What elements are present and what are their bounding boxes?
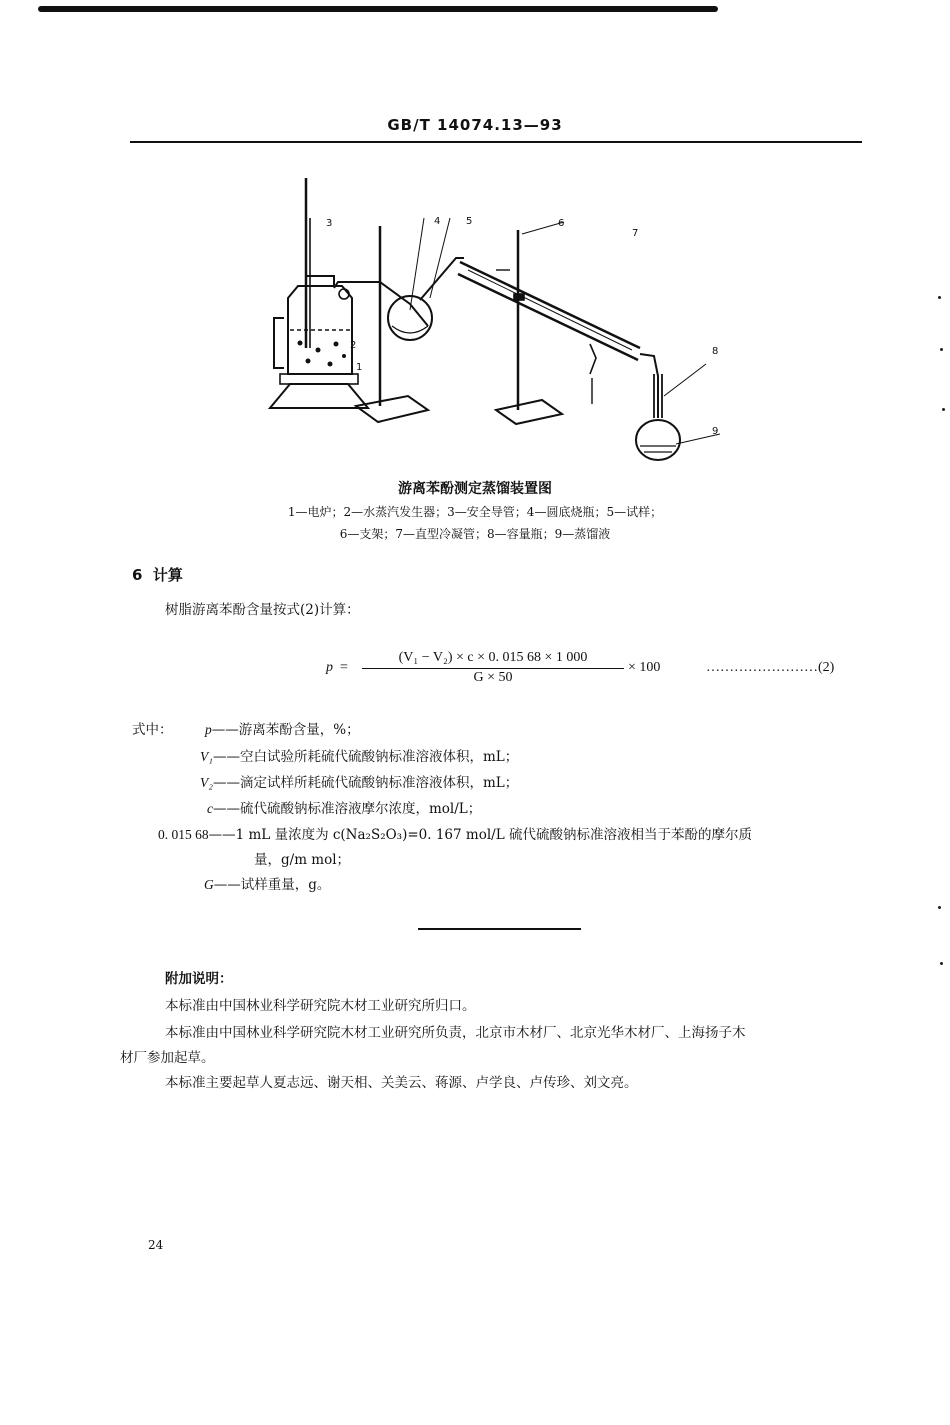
top-scan-edge [38, 6, 718, 12]
definitions-label: 式中： [132, 722, 173, 738]
callout-7: 7 [632, 228, 639, 239]
callout-5: 5 [466, 216, 473, 227]
definition-v2 [200, 771, 518, 791]
standard-header: GB/T 14074.13—93 [387, 116, 563, 134]
definition-symbol: V₁ [200, 749, 213, 764]
scan-speck [940, 962, 943, 965]
page-number: 24 [148, 1238, 164, 1252]
definition-text: 量，g/m mol； [254, 852, 351, 868]
formula-numerator: (V₁ − V₂) × c × 0. 015 68 × 1 000 [398, 650, 588, 665]
definition-symbol: V₂ [200, 775, 213, 790]
scan-speck [940, 348, 943, 351]
definition-symbol: p [205, 722, 212, 737]
scan-speck [938, 296, 941, 299]
callout-3: 3 [326, 218, 333, 229]
figure-legend-line1: 1—电炉；2—水蒸汽发生器；3—安全导管；4—圆底烧瓶；5—试样； [287, 505, 663, 519]
figure-caption: 游离苯酚测定蒸馏装置图 [398, 481, 552, 497]
definition-text: ——滴定试样所耗硫代硫酸钠标准溶液体积，mL； [212, 775, 519, 791]
definition-text: ——1 mL 量浓度为 c(Na₂S₂O₃)=0. 167 mol/L 硫代硫酸钠标准溶液相当于苯酚的摩尔质 [208, 827, 752, 843]
definition-text: ——游离苯酚含量，%； [211, 722, 360, 738]
note-line: 本标准由中国林业科学研究院木材工业研究所归口。 [165, 998, 476, 1014]
definition-text: ——空白试验所耗硫代硫酸钠标准溶液体积，mL； [212, 749, 519, 765]
formula-lhs: p [326, 660, 333, 675]
callout-9: 9 [712, 426, 719, 437]
section-number: 6 [132, 566, 143, 584]
definition-constant-continued [254, 848, 350, 868]
definition-symbol: 0. 015 68 [158, 827, 209, 842]
definition-g [204, 873, 330, 893]
end-rule [418, 928, 581, 930]
scan-speck [942, 408, 945, 411]
callout-6: 6 [558, 218, 565, 229]
formula-denominator: G × 50 [473, 670, 513, 685]
callout-1: 1 [356, 362, 363, 373]
callout-4: 4 [434, 216, 441, 227]
fraction-bar [362, 668, 624, 669]
definition-text: ——硫代硫酸钠标准溶液摩尔浓度，mol/L； [213, 801, 482, 817]
distillation-apparatus-figure [260, 178, 730, 470]
note-line: 本标准主要起草人夏志远、谢天相、关美云、蒋源、卢学良、卢传珍、刘文亮。 [165, 1075, 638, 1091]
formula-number: ……………………(2) [706, 660, 835, 675]
definition-symbol: G [204, 877, 214, 892]
section-heading [132, 564, 183, 585]
formula-2 [326, 650, 866, 690]
definition-v1 [200, 745, 518, 765]
definition-c [207, 797, 481, 817]
definition-constant [158, 823, 752, 843]
callout-8: 8 [712, 346, 719, 357]
scan-speck [938, 906, 941, 909]
note-line: 本标准由中国林业科学研究院木材工业研究所负责，北京市木材厂、北京光华木材厂、上海扬子木 [165, 1025, 746, 1041]
definition-text: ——试样重量，g。 [213, 877, 331, 893]
definition-symbol: c [207, 801, 213, 816]
figure-legend-line2: 6—支架；7—直型冷凝管；8—容量瓶；9—蒸馏液 [339, 527, 611, 541]
notes-heading: 附加说明： [165, 971, 233, 987]
formula-multiplier: × 100 [628, 660, 661, 675]
section-title: 计算 [152, 566, 183, 584]
definition-p [205, 718, 360, 738]
callout-2: 2 [350, 340, 357, 351]
formula-equals: = [340, 660, 348, 675]
intro-text: 树脂游离苯酚含量按式(2)计算： [165, 602, 360, 618]
header-rule [130, 141, 862, 143]
note-line: 材厂参加起草。 [120, 1050, 215, 1066]
